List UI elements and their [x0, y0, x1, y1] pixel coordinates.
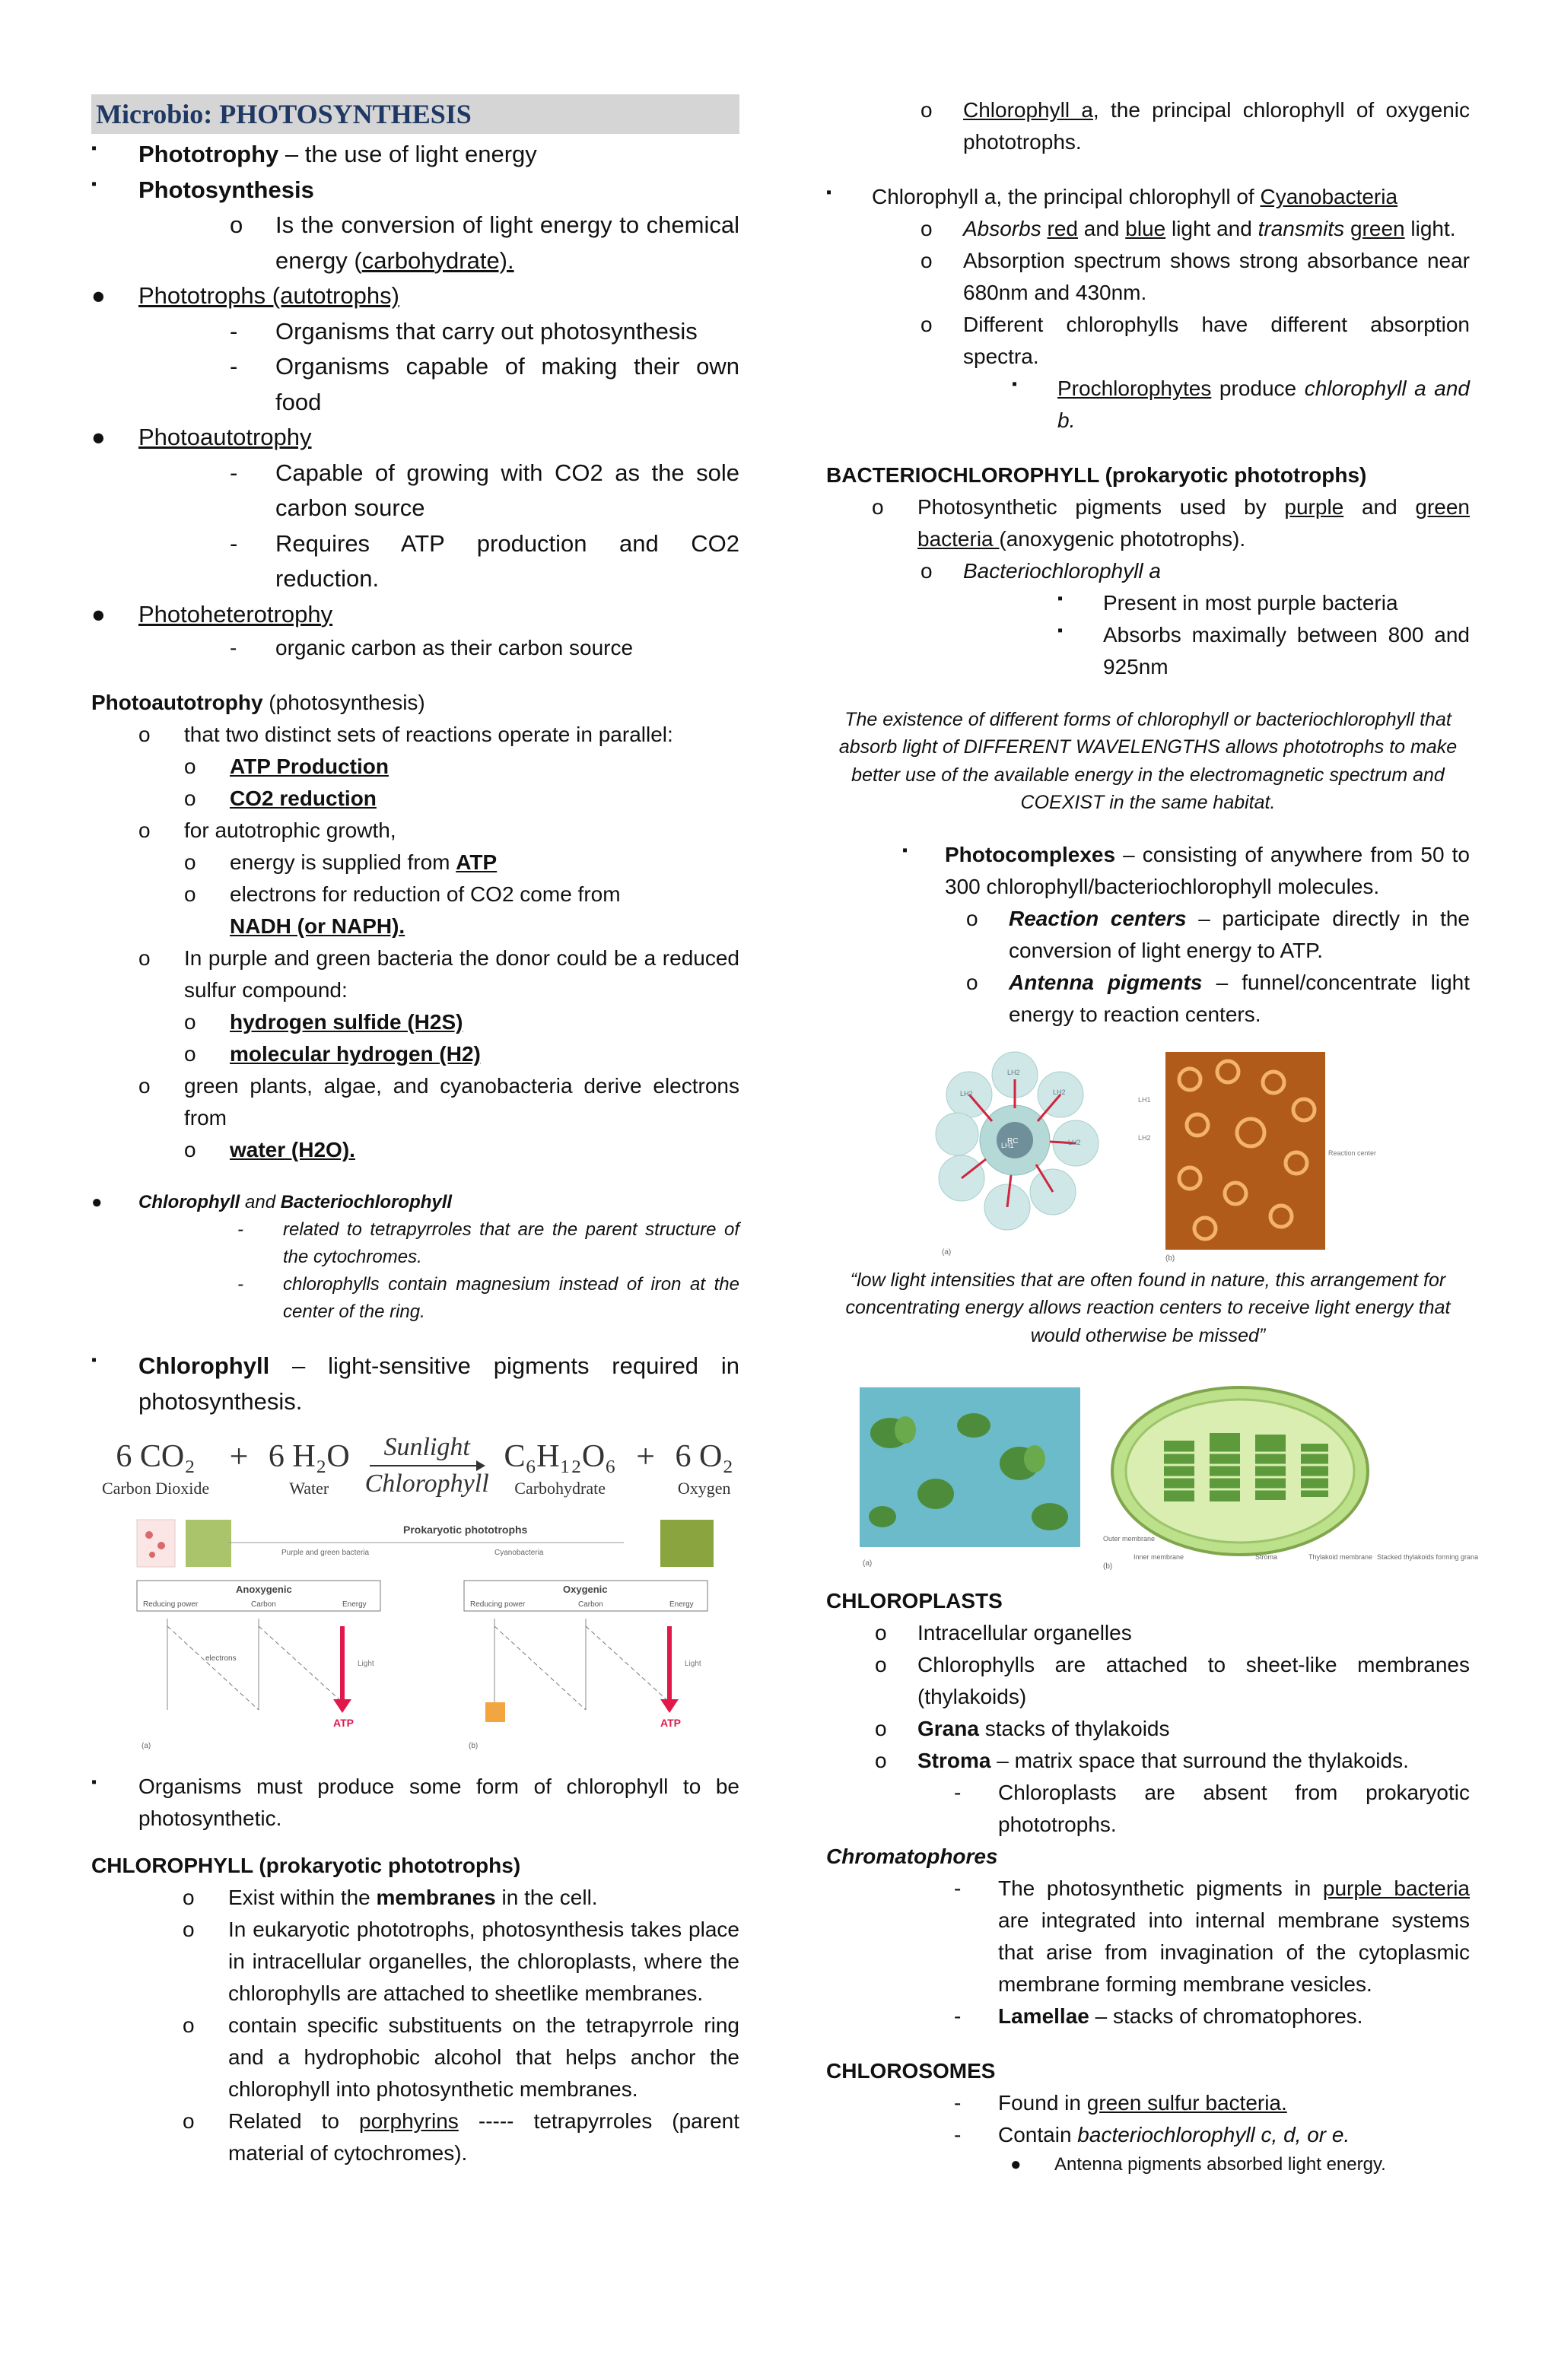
- list-item: o ATP Production: [91, 751, 739, 783]
- photoautotrophy-heading: ● Photoautotrophy: [91, 420, 739, 456]
- bacteriochlorophyll-heading: BACTERIOCHLOROPHYLL (prokaryotic phototrophs): [826, 463, 1367, 487]
- list-item: o green plants, algae, and cyanobacteria derive electrons from: [91, 1070, 739, 1134]
- svg-text:(a): (a): [942, 1248, 952, 1257]
- svg-text:Energy: Energy: [669, 1600, 694, 1609]
- list-item: - related to tetrapyrroles that are the parent structure of the cytochromes.: [91, 1216, 739, 1271]
- left-column: [91, 94, 739, 2169]
- equation-arrow: Sunlight Chlorophyll: [364, 1433, 489, 1498]
- svg-text:RC: RC: [1007, 1137, 1019, 1146]
- dash-bullet-icon: -: [237, 1274, 243, 1295]
- svg-text:Anoxygenic: Anoxygenic: [236, 1584, 292, 1595]
- arrow-icon: [370, 1465, 484, 1466]
- photoautotrophy-section-heading: Photoautotrophy (photosynthesis): [91, 691, 425, 714]
- list-item: - The photosynthetic pigments in purple bacteria are integrated into internal membrane systems that arise from invagination of the cytoplasmic membrane forming membrane vesicles.: [826, 1873, 1470, 2000]
- right-column: [826, 94, 1479, 2178]
- phototrophs-heading: ● Phototrophs (autotrophs): [91, 278, 739, 314]
- svg-text:LH2: LH2: [1138, 1134, 1151, 1142]
- phototrophy-item: ▪ Phototrophy – the use of light energy: [91, 137, 739, 173]
- circle-bullet-icon: o: [875, 1620, 887, 1644]
- equation-plus: +: [229, 1438, 249, 1475]
- equation-product-glucose: C₆H₁₂O₆ Carbohydrate: [504, 1438, 616, 1498]
- svg-text:(a): (a): [863, 1559, 873, 1568]
- svg-text:Oxygenic: Oxygenic: [563, 1584, 608, 1595]
- circle-bullet-icon: o: [138, 723, 151, 746]
- circle-bullet-icon: o: [184, 882, 196, 906]
- chlorosomes-heading: CHLOROSOMES: [826, 2058, 996, 2083]
- circle-bullet-icon: o: [872, 495, 884, 519]
- svg-text:Light: Light: [685, 1660, 701, 1668]
- svg-text:Thylakoid membrane: Thylakoid membrane: [1308, 1552, 1373, 1561]
- chloroplast-illustration: [1103, 1387, 1478, 1571]
- svg-text:Light: Light: [358, 1660, 374, 1668]
- circle-bullet-icon: o: [230, 211, 243, 238]
- svg-text:Cyanobacteria: Cyanobacteria: [494, 1549, 544, 1557]
- circle-bullet-icon: o: [184, 1010, 196, 1034]
- square-bullet-icon: ▪: [91, 1352, 97, 1368]
- svg-text:Outer membrane: Outer membrane: [1103, 1534, 1156, 1543]
- chlorophyll-bacteriochlorophyll-heading: ● Chlorophyll and Bacteriochlorophyll: [91, 1189, 739, 1216]
- list-item: o Grana stacks of thylakoids: [826, 1713, 1470, 1745]
- list-item: - chlorophylls contain magnesium instead of iron at the center of the ring.: [91, 1271, 739, 1326]
- low-light-caption: “low light intensities that are often found in nature, this arrangement for concentrating energy allows reaction centers to receive light energy that would otherwise be missed”: [845, 1269, 1451, 1346]
- dot-bullet-icon: ●: [1010, 2153, 1022, 2175]
- square-bullet-icon: ▪: [91, 140, 97, 157]
- svg-text:LH2: LH2: [960, 1090, 973, 1098]
- list-item: o Chlorophylls are attached to sheet-like membranes (thylakoids): [826, 1649, 1470, 1713]
- chloroplast-figure: [860, 1380, 1479, 1571]
- dash-bullet-icon: -: [954, 2122, 962, 2146]
- chromatophores-heading: Chromatophores: [826, 1844, 998, 1868]
- circle-bullet-icon: o: [966, 971, 978, 994]
- list-item: o electrons for reduction of CO2 come from NADH (or NAPH).: [91, 879, 739, 942]
- circle-bullet-icon: o: [183, 1886, 195, 1909]
- dash-bullet-icon: -: [230, 459, 238, 486]
- list-item: o CO2 reduction: [91, 783, 739, 815]
- svg-text:Carbon: Carbon: [578, 1600, 603, 1609]
- list-item: o contain specific substituents on the tetrapyrrole ring and a hydrophobic alcohol that helps anchor the chlorophyll into photosynthetic membranes.: [91, 2010, 739, 2105]
- equation-reactant-co2: 6 CO₂ Carbon Dioxide: [102, 1438, 210, 1498]
- list-item: - Requires ATP production and CO2 reduction.: [91, 526, 739, 597]
- chlorophyll-definition: ▪ Chlorophyll – light-sensitive pigments required in photosynthesis.: [91, 1349, 739, 1419]
- circle-bullet-icon: o: [920, 98, 933, 122]
- antenna-complex-diagram: [939, 1049, 1377, 1263]
- svg-text:Stroma: Stroma: [1255, 1552, 1278, 1561]
- circle-bullet-icon: o: [875, 1748, 887, 1772]
- photocomplexes-item: ▪ Photocomplexes – consisting of anywhere from 50 to 300 chlorophyll/bacteriochlorophyll molecules.: [826, 839, 1470, 903]
- antenna-complex-figure: [939, 1049, 1377, 1263]
- list-item: o molecular hydrogen (H2): [91, 1038, 739, 1070]
- dot-bullet-icon: ●: [91, 1192, 103, 1212]
- photosynthesis-equation: [102, 1433, 733, 1498]
- svg-text:Purple and green bacteria: Purple and green bacteria: [281, 1549, 370, 1557]
- svg-text:Prokaryotic phototrophs: Prokaryotic phototrophs: [403, 1524, 528, 1536]
- list-item: o that two distinct sets of reactions operate in parallel:: [91, 719, 739, 751]
- chloroplast-diagram: [860, 1380, 1479, 1571]
- prokaryotic-phototrophs-diagram: [137, 1520, 715, 1756]
- svg-text:LH2: LH2: [1068, 1139, 1081, 1146]
- dot-bullet-icon: ●: [91, 424, 106, 450]
- circle-bullet-icon: o: [183, 1918, 195, 1941]
- list-item: o hydrogen sulfide (H2S): [91, 1006, 739, 1038]
- svg-text:Carbon: Carbon: [251, 1600, 276, 1609]
- circle-bullet-icon: o: [966, 907, 978, 930]
- list-item: o Bacteriochlorophyll a: [826, 555, 1470, 587]
- circle-bullet-icon: o: [138, 946, 151, 970]
- light-harvesting-ring: [936, 1052, 1099, 1257]
- circle-bullet-icon: o: [184, 1042, 196, 1066]
- list-item: o Absorbs red and blue light and transmits green light.: [826, 213, 1470, 245]
- list-item: o Stroma – matrix space that surround the thylakoids.: [826, 1745, 1470, 1777]
- circle-bullet-icon: o: [183, 2109, 195, 2133]
- list-item: - Lamellae – stacks of chromatophores.: [826, 2000, 1470, 2032]
- list-item: - Found in green sulfur bacteria.: [826, 2087, 1470, 2119]
- svg-text:LH2: LH2: [1007, 1069, 1020, 1076]
- dash-bullet-icon: -: [230, 317, 238, 345]
- dash-bullet-icon: -: [237, 1219, 243, 1240]
- cyanobacteria-item: ▪ Chlorophyll a, the principal chlorophyll of Cyanobacteria: [826, 181, 1470, 213]
- square-bullet-icon: ▪: [1012, 376, 1018, 392]
- svg-text:LH2: LH2: [1053, 1088, 1066, 1096]
- svg-text:Inner membrane: Inner membrane: [1134, 1552, 1184, 1561]
- equation-reactant-water: 6 H₂O Water: [268, 1438, 350, 1498]
- membrane-micrograph: [1138, 1052, 1376, 1263]
- circle-bullet-icon: o: [183, 2013, 195, 2037]
- list-item: - Chloroplasts are absent from prokaryotic phototrophs.: [826, 1777, 1470, 1841]
- list-item: o Intracellular organelles: [826, 1617, 1470, 1649]
- circle-bullet-icon: o: [920, 313, 933, 336]
- list-item: o Absorption spectrum shows strong absorbance near 680nm and 430nm.: [826, 245, 1470, 309]
- dash-bullet-icon: -: [954, 2003, 962, 2028]
- circle-bullet-icon: o: [138, 1074, 151, 1098]
- prokaryotic-phototrophs-figure: [137, 1520, 715, 1756]
- dash-bullet-icon: -: [230, 353, 238, 380]
- equation-product-oxygen: 6 O₂ Oxygen: [675, 1438, 733, 1498]
- svg-text:electrons: electrons: [205, 1654, 237, 1663]
- circle-bullet-icon: o: [920, 249, 933, 272]
- dash-bullet-icon: -: [954, 2090, 962, 2115]
- list-item: ▪ Absorbs maximally between 800 and 925nm: [826, 619, 1470, 683]
- wavelength-caption: The existence of different forms of chlorophyll or bacteriochlorophyll that absorb light of DIFFERENT WAVELENGTHS allows phototrophs to make better use of the available energy in the electromagnetic spectrum and COEXIST in the same habitat.: [838, 709, 1458, 813]
- list-item: o Antenna pigments – funnel/concentrate light energy to reaction centers.: [826, 967, 1470, 1031]
- dash-bullet-icon: -: [954, 1876, 962, 1900]
- list-item: ▪ Prochlorophytes produce chlorophyll a and b.: [826, 373, 1470, 437]
- svg-text:(a): (a): [141, 1742, 151, 1750]
- square-bullet-icon: ▪: [826, 184, 832, 201]
- square-bullet-icon: ▪: [1057, 590, 1064, 607]
- list-item: o for autotrophic growth,: [91, 815, 739, 847]
- equation-plus: +: [636, 1438, 656, 1475]
- svg-text:ATP: ATP: [333, 1717, 354, 1729]
- circle-bullet-icon: o: [184, 755, 196, 778]
- chlorophyll-a-item: o Chlorophyll a, the principal chlorophyll of oxygenic phototrophs.: [826, 94, 1470, 158]
- list-item: o Different chlorophylls have different absorption spectra.: [826, 309, 1470, 373]
- square-bullet-icon: ▪: [91, 1774, 97, 1791]
- dot-bullet-icon: ●: [91, 600, 106, 628]
- svg-text:LH1: LH1: [1001, 1142, 1014, 1149]
- svg-text:(b): (b): [1165, 1254, 1175, 1263]
- svg-text:Reducing power: Reducing power: [143, 1600, 199, 1609]
- list-item: o water (H2O).: [91, 1134, 739, 1166]
- list-item: o Exist within the membranes in the cell.: [91, 1882, 739, 1914]
- svg-text:Stacked thylakoids forming gra: Stacked thylakoids forming grana: [1377, 1552, 1479, 1561]
- cyanobacteria-micrograph: [860, 1387, 1080, 1568]
- page-title: Microbio: PHOTOSYNTHESIS: [91, 94, 739, 134]
- dash-bullet-icon: -: [954, 1780, 962, 1804]
- list-item: o Photosynthetic pigments used by purple and green bacteria (anoxygenic phototrophs).: [826, 491, 1470, 555]
- list-item: ● Antenna pigments absorbed light energy.: [826, 2151, 1470, 2178]
- circle-bullet-icon: o: [184, 786, 196, 810]
- list-item: - Organisms capable of making their own food: [91, 349, 739, 420]
- dot-bullet-icon: ●: [91, 282, 106, 309]
- circle-bullet-icon: o: [184, 1138, 196, 1161]
- circle-bullet-icon: o: [875, 1652, 887, 1676]
- svg-text:Reaction center: Reaction center: [1328, 1149, 1377, 1157]
- svg-text:LH1: LH1: [1138, 1096, 1151, 1104]
- list-item: o In purple and green bacteria the donor could be a reduced sulfur compound:: [91, 942, 739, 1006]
- svg-text:ATP: ATP: [660, 1717, 681, 1729]
- square-bullet-icon: ▪: [902, 842, 908, 859]
- dash-bullet-icon: -: [230, 636, 237, 659]
- svg-text:(b): (b): [469, 1742, 479, 1750]
- list-item: - organic carbon as their carbon source: [91, 632, 739, 664]
- photosynthesis-definition: o Is the conversion of light energy to chemical energy (carbohydrate).: [91, 208, 739, 278]
- square-bullet-icon: ▪: [91, 175, 97, 192]
- svg-text:Reducing power: Reducing power: [470, 1600, 526, 1609]
- circle-bullet-icon: o: [138, 818, 151, 842]
- list-item: - Capable of growing with CO2 as the sole carbon source: [91, 456, 739, 526]
- list-item: - Organisms that carry out photosynthesis: [91, 314, 739, 350]
- circle-bullet-icon: o: [184, 850, 196, 874]
- list-item: ▪ Present in most purple bacteria: [826, 587, 1470, 619]
- list-item: o Reaction centers – participate directly in the conversion of light energy to ATP.: [826, 903, 1470, 967]
- list-item: o energy is supplied from ATP: [91, 847, 739, 879]
- dash-bullet-icon: -: [230, 529, 238, 557]
- photosynthesis-item: ▪ Photosynthesis: [91, 173, 739, 208]
- svg-text:Energy: Energy: [342, 1600, 367, 1609]
- square-bullet-icon: ▪: [1057, 622, 1064, 639]
- circle-bullet-icon: o: [875, 1716, 887, 1740]
- photoheterotrophy-heading: ● Photoheterotrophy: [91, 597, 739, 633]
- svg-text:(b): (b): [1103, 1562, 1113, 1571]
- chlorophyll-prokaryotic-heading: CHLOROPHYLL (prokaryotic phototrophs): [91, 1854, 521, 1877]
- list-item: - Contain bacteriochlorophyll c, d, or e.: [826, 2119, 1470, 2151]
- list-item: o In eukaryotic phototrophs, photosynthesis takes place in intracellular organelles, the chloroplasts, where the chlorophylls are attached to sheetlike membranes.: [91, 1914, 739, 2010]
- list-item: o Related to porphyrins ----- tetrapyrroles (parent material of cytochromes).: [91, 2105, 739, 2169]
- circle-bullet-icon: o: [920, 559, 933, 583]
- chloroplasts-heading: CHLOROPLASTS: [826, 1588, 1003, 1613]
- circle-bullet-icon: o: [920, 217, 933, 240]
- organisms-note: ▪ Organisms must produce some form of chlorophyll to be photosynthetic.: [91, 1771, 739, 1835]
